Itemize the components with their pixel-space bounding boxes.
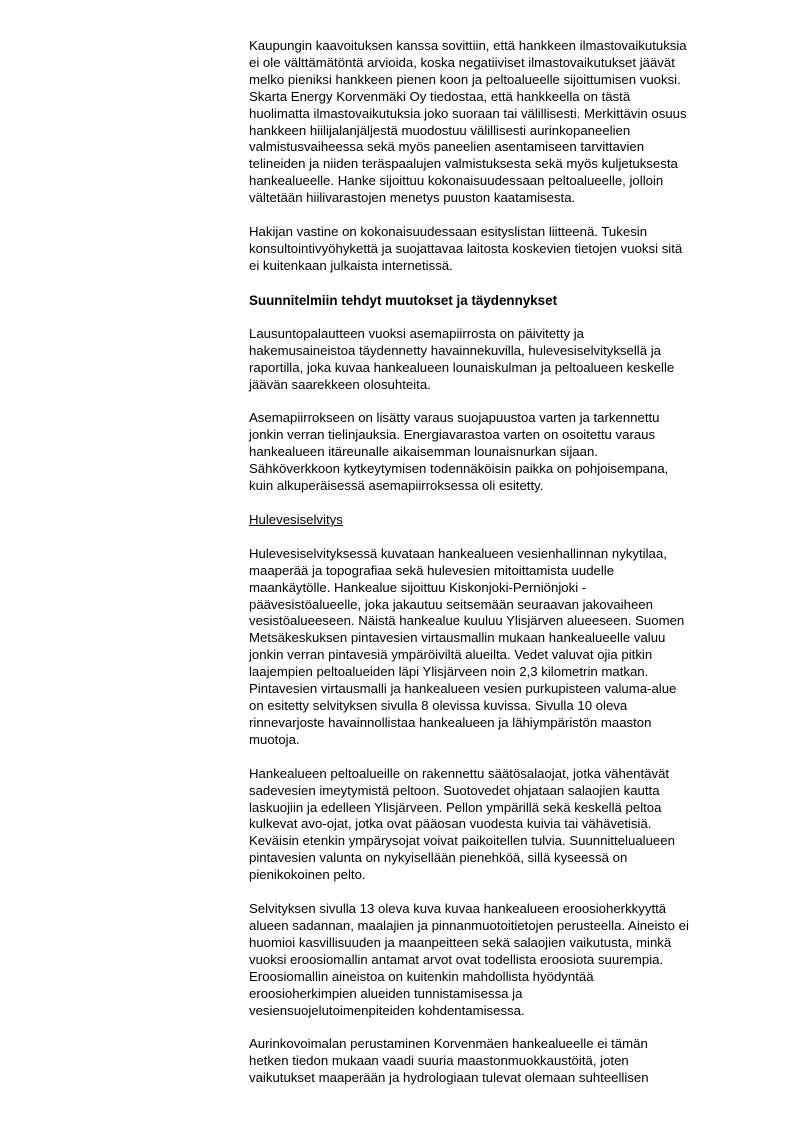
text-line: vältetään hiilivarastojen menetys puuston kaatamisesta. — [249, 190, 576, 206]
text-line: laskuojiin ja edelleen Ylisjärveen. Pellon ympärillä sekä keskellä peltoa — [249, 799, 662, 815]
text-line: melko pieniksi hankkeen pienen koon ja peltoalueelle sijoittumisen vuoksi. — [249, 71, 681, 87]
text-line: vesistöalueeseen. Näistä hankealue kuuluu Ylisjärven alueeseen. Suomen — [249, 613, 685, 629]
text-line: vaikutukset maaperään ja hydrologiaan tulevat olemaan suhteellisen — [249, 1070, 649, 1086]
paragraph-spacer — [249, 393, 719, 410]
text-line: maankäytölle. Hankealue sijoittuu Kiskonjoki-Perniönjoki - — [249, 579, 587, 595]
paragraph-spacer — [249, 529, 719, 546]
paragraph-climate-impacts — [249, 38, 719, 207]
text-line: hankealueelle. Hanke sijoittuu kokonaisuudessaan peltoalueelle, jolloin — [249, 173, 664, 189]
text-line: muotoja. — [249, 731, 300, 747]
text-line: ei kuitenkaan julkaista internetissä. — [249, 257, 453, 273]
paragraph-erosion — [249, 901, 719, 1019]
text-line: eroosioherkimpien alueiden tunnistamisessa ja — [249, 985, 523, 1001]
text-line: raportilla, joka kuvaa hankealueen lounaiskulman ja peltoalueen keskelle — [249, 359, 675, 375]
text-line: pienikokoinen pelto. — [249, 867, 366, 883]
text-line: valmistusvaiheessa sekä myös paneelien asentamiseen tarvittavien — [249, 139, 645, 155]
text-line: konsultointivyöhykettä ja suojattavaa laitosta koskevien tietojen vuoksi sitä — [249, 240, 683, 256]
paragraph-spacer — [249, 884, 719, 901]
text-line: hankealueen itäreunalle aikaisemman lounaisnurkan sijaan. — [249, 444, 598, 460]
text-line: Sähköverkkoon kytkeytymisen todennäköisin paikka on pohjoisempana, — [249, 461, 669, 477]
section-heading: Suunnitelmiin tehdyt muutokset ja täydennykset — [249, 292, 558, 308]
text-line: pintavesien valunta on nykyisellään pienehköä, sillä kyseessä on — [249, 850, 628, 866]
text-line: kulkevat avo-ojat, jotka ovat pääosan vuodesta kuivia tai vähävetisiä. — [249, 816, 652, 832]
text-line: jäävän saarekkeen olosuhteita. — [249, 376, 431, 392]
paragraph-site-plan-changes — [249, 410, 719, 495]
text-line: Keväisin etenkin ympärysojat voivat paikoitellen tulvia. Suunnittelualueen — [249, 833, 675, 849]
text-line: telineiden ja niiden teräspaalujen valmistuksesta sekä myös kuljetuksesta — [249, 156, 678, 172]
text-line: kuin alkuperäisessä asemapiirroksessa oli esitetty. — [249, 478, 544, 494]
subsection-heading: Hulevesiselvitys — [249, 511, 343, 527]
text-line: maaperää ja topografiaa sekä hulevesien mitoittamista uudelle — [249, 562, 615, 578]
text-line: vuoksi eroosiomallin antamat arvot ovat todellista eroosiota suurempia. — [249, 951, 664, 967]
text-line: jonkin verran tielinjauksia. Energiavarastoa varten on osoitettu varaus — [249, 427, 656, 443]
text-line: Skarta Energy Korvenmäki Oy tiedostaa, että hankkeella on tästä — [249, 88, 631, 104]
text-line: Pintavesien virtausmalli ja hankealueen vesien purkupisteen valuma-alue — [249, 681, 677, 697]
text-line: huolimatta ilmastovaikutuksia joko suoraan tai välillisesti. Merkittävin osuus — [249, 105, 687, 121]
paragraph-feedback-updates — [249, 326, 719, 394]
text-line: Metsäkeskuksen pintavesien virtausmallin mukaan hankealueelle valuu — [249, 630, 666, 646]
text-line: Kaupungin kaavoituksen kanssa sovittiin, että hankkeen ilmastovaikutuksia — [249, 38, 687, 53]
text-line: rinnevarjoste havainnollistaa hankealueen ja lähiympäristön maaston — [249, 714, 652, 730]
paragraph-stormwater-study — [249, 546, 719, 749]
text-line: Aurinkovoimalan perustaminen Korvenmäen hankealueelle ei tämän — [249, 1036, 648, 1052]
text-line: Hankealueen peltoalueille on rakennettu säätösalaojat, jotka vähentävät — [249, 765, 670, 781]
text-line: hetken tiedon mukaan vaadi suuria maastonmuokkaustöitä, joten — [249, 1053, 629, 1069]
text-line: Hulevesiselvityksessä kuvataan hankealueen vesienhallinnan nykytilaa, — [249, 545, 667, 561]
text-line: hankkeen hiilijalanjäljestä muodostuu välillisesti aurinkopaneelien — [249, 122, 631, 138]
paragraph-spacer — [249, 1019, 719, 1036]
paragraph-spacer — [249, 309, 719, 326]
text-line: alueen sadannan, maalajien ja pinnanmuotoitietojen perusteella. Aineisto ei — [249, 917, 689, 933]
text-line: Asemapiirrokseen on lisätty varaus suojapuustoa varten ja tarkennettu — [249, 410, 660, 426]
text-line: Selvityksen sivulla 13 oleva kuva kuvaa hankealueen eroosioherkkyyttä — [249, 901, 667, 917]
text-line: huomioi kasvillisuuden ja maanpeitteen sekä salaojien vaikutusta, minkä — [249, 934, 672, 950]
text-line: laajempien peltoalueiden läpi Ylisjärveen noin 2,3 kilometrin matkan. — [249, 664, 649, 680]
paragraph-spacer — [249, 207, 719, 224]
text-line: on esitetty selvityksen sivulla 8 olevissa kuvissa. Sivulla 10 oleva — [249, 698, 628, 713]
paragraph-drainage — [249, 766, 719, 884]
text-line: ei ole välttämätöntä arvioida, koska negatiiviset ilmastovaikutukset jäävät — [249, 54, 675, 70]
text-line: hakemusaineistoa täydennetty havainnekuvilla, hulevesiselvityksellä ja — [249, 342, 661, 358]
text-line: Eroosiomallin aineistoa on kuitenkin mahdollista hyödyntää — [249, 968, 594, 984]
text-line: vesiensuojelutoimenpiteiden kohdentamisessa. — [249, 1002, 525, 1018]
text-line: jonkin verran pintavesiä ympäröiviltä alueilta. Vedet valuvat ojia pitkin — [249, 647, 653, 663]
text-line: päävesistöalueelle, joka jakautuu seitsemään seuraavan jakovaiheen — [249, 596, 653, 612]
text-line: Lausuntopalautteen vuoksi asemapiirrosta on päivitetty ja — [249, 325, 585, 341]
paragraph-construction-impacts — [249, 1036, 719, 1087]
document-body — [249, 38, 719, 1087]
paragraph-spacer — [249, 275, 719, 292]
paragraph-spacer — [249, 495, 719, 512]
text-line: sadevesien imeytymistä peltoon. Suotovedet ohjataan salaojien kautta — [249, 782, 660, 798]
text-line: Hakijan vastine on kokonaisuudessaan esityslistan liitteenä. Tukesin — [249, 224, 648, 240]
paragraph-applicant-response — [249, 224, 719, 275]
paragraph-spacer — [249, 749, 719, 766]
